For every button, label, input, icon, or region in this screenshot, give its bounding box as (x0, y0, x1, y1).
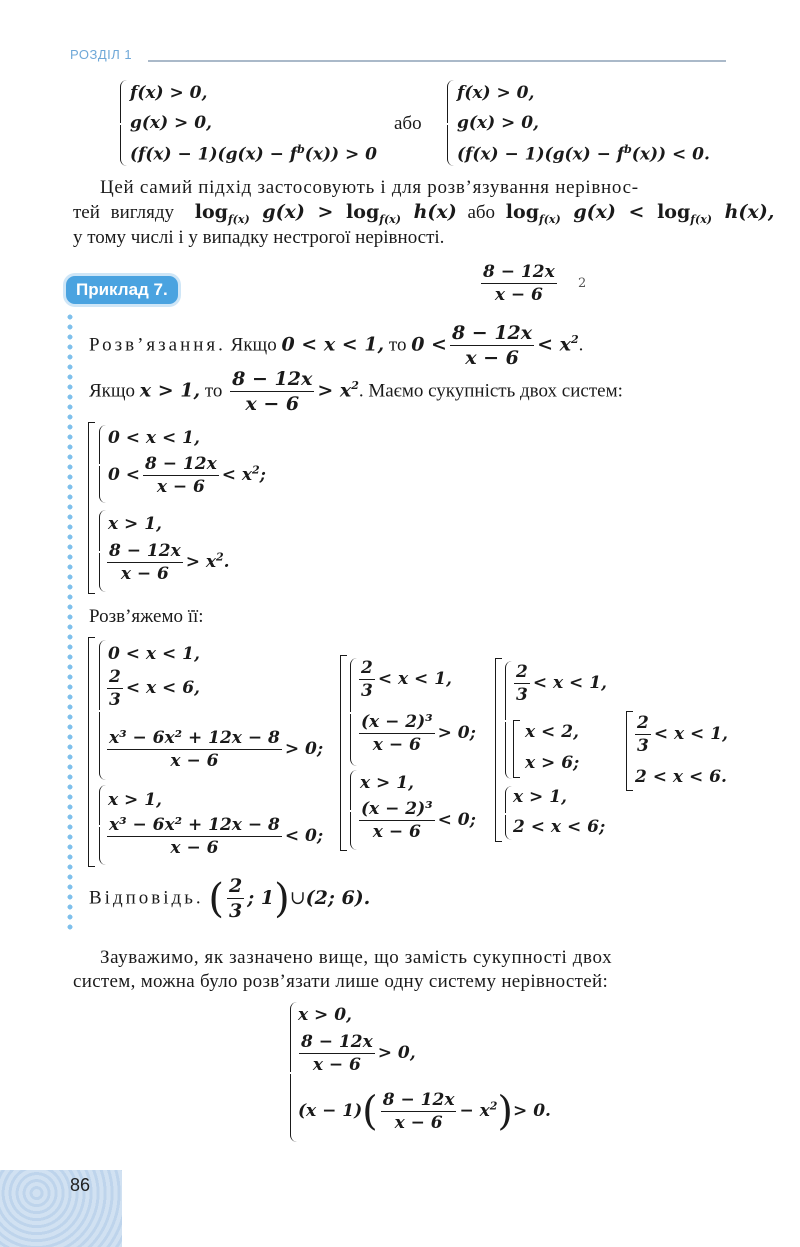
sys-e-line-2: 2 < x < 6. (635, 767, 727, 787)
header-rule (148, 60, 726, 62)
sys-b-line-2: $\frac{2}{3}$ < x < 6, (109, 667, 200, 710)
sys-e-line-1: $\frac{2}{3}$ < x < 1, (637, 713, 728, 756)
example-decor: 2 (578, 276, 587, 291)
sys-a-line-2: 0 < $\frac{8 - 12x}{x - 6}$ < $x^2$; (108, 454, 266, 497)
final-line-3: (x − 1)( $\frac{8 - 12x}{x - 6}$ − $x^2)> 0$. (298, 1088, 551, 1135)
connector-or: або (394, 113, 422, 134)
sys-c-line-3: x > 1, (360, 773, 414, 793)
example-fraction: $\frac{8 - 12x}{x - 6}$ (483, 262, 555, 305)
sys-c-line-1: $\frac{2}{3}$ < x < 1, (361, 658, 452, 701)
bracket-sys-a (88, 422, 95, 594)
sys-a-line-3: x > 1, (108, 514, 162, 534)
resolve-line: Розв’яжемо її: (89, 606, 204, 627)
final-line-1: x > 0, (298, 1005, 352, 1025)
note-line1: Зауважимо, як зазначено вище, що замість сукупності двох (100, 947, 613, 968)
note-line2: систем, можна було розв’язати лише одну систему нерівностей: (73, 971, 609, 992)
bracket-sys-d-inner (513, 720, 520, 778)
sys-d-line-3: x > 1, (513, 787, 567, 807)
answer-line: Відповідь. ( $\frac{2}{3}$ ; 1)∪(2; 6). (89, 875, 371, 922)
brace-top-left (120, 80, 128, 166)
para1-line3: у тому числі і у випадку нестрогої нерівності. (73, 227, 445, 248)
section-label: РОЗДІЛ 1 (70, 47, 133, 62)
solution-line-1: Розв’язання. Якщо 0 < x < 1, то 0 < $\frac{8 - 12x}{x - 6}$ < $x^2$. (89, 322, 584, 369)
dotted-rule (66, 312, 74, 932)
sys-d-line-4: 2 < x < 6; (513, 817, 606, 837)
sys-b-line-3: $\frac{\text{x³ − 6x² + 12x − 8}}{x - 6}$ > 0; (109, 728, 324, 771)
para1-line2: тей вигляду $\log_{f(x)} g(x) > \log_{f(x)} h(x)$ або $\log_{f(x)} g(x) < \log_{f(x)} h(x)$, (73, 201, 775, 226)
sys-b-line-4: x > 1, (108, 790, 162, 810)
example-badge: Приклад 7. (66, 276, 178, 304)
brace-sys-a-1 (99, 425, 107, 503)
bracket-sys-c (340, 655, 347, 851)
top-left-line-3: $(f(x) - 1)(g(x) - f^b(x)) > 0$ (130, 143, 377, 165)
page-number: 86 (70, 1175, 91, 1195)
corner-decoration (0, 1170, 122, 1247)
sys-b-line-5: $\frac{\text{x³ − 6x² + 12x − 8}}{x - 6}$ < 0; (109, 815, 324, 858)
top-right-line-3: $(f(x) - 1)(g(x) - f^b(x)) < 0$. (457, 143, 710, 165)
sys-c-line-4: $\frac{\text{(x − 2)³}}{x - 6}$ < 0; (361, 799, 476, 842)
bracket-sys-b (88, 637, 95, 867)
top-left-line-1: f(x) > 0, (130, 83, 208, 103)
sys-c-line-2: $\frac{\text{(x − 2)³}}{x - 6}$ > 0; (361, 712, 476, 755)
sys-a-line-1: 0 < x < 1, (108, 428, 200, 448)
final-line-2: $\frac{8 - 12x}{x - 6}$ > 0, (301, 1032, 416, 1075)
sys-d-line-2a: x < 2, (525, 722, 579, 742)
brace-top-right (447, 80, 455, 166)
para1-line1: Цей самий підхід застосовують і для розв’язування нерівнос- (100, 177, 639, 198)
top-right-line-1: f(x) > 0, (457, 83, 535, 103)
sys-d-line-2b: x > 6; (525, 753, 580, 773)
solution-line-2: Якщо x > 1, то $\frac{8 - 12x}{x - 6}$ > $x^2$. Маємо сукупність двох систем: (89, 368, 623, 415)
top-right-line-2: g(x) > 0, (457, 113, 539, 133)
top-left-line-2: g(x) > 0, (130, 113, 212, 133)
sys-d-line-1: $\frac{2}{3}$ < x < 1, (516, 662, 607, 705)
brace-sys-d-2 (505, 786, 513, 840)
sys-a-line-4: $\frac{8 - 12x}{x - 6}$ > $x^2$. (109, 541, 230, 584)
sys-b-line-1: 0 < x < 1, (108, 644, 200, 664)
